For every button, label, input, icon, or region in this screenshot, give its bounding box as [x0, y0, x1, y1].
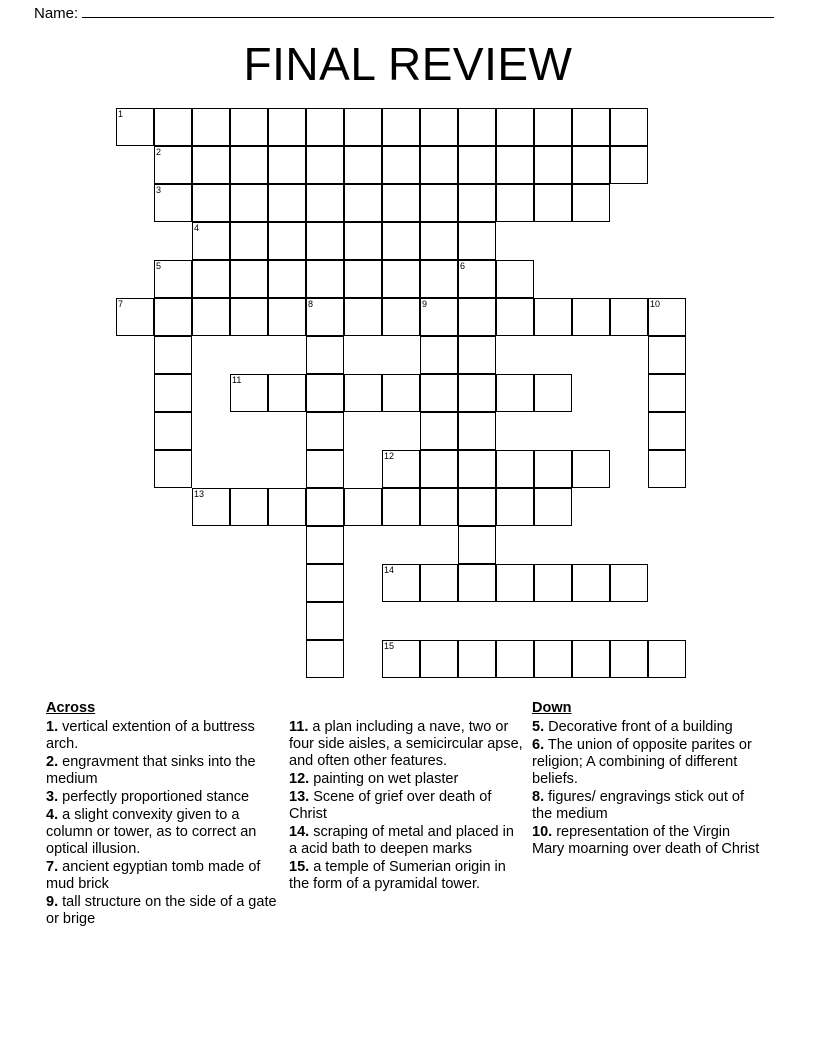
grid-cell[interactable] [344, 222, 382, 260]
grid-cell[interactable] [230, 146, 268, 184]
clue-number: 13. [289, 789, 310, 805]
grid-cell[interactable] [496, 640, 534, 678]
grid-cell[interactable] [306, 526, 344, 564]
grid-cell[interactable] [458, 526, 496, 564]
grid-cell[interactable] [458, 374, 496, 412]
grid-cell[interactable] [306, 450, 344, 488]
grid-cell[interactable] [268, 108, 306, 146]
grid-cell-number: 5 [156, 261, 162, 271]
name-label: Name: [34, 5, 79, 22]
grid-cell[interactable] [534, 146, 572, 184]
clue-across-4 [46, 807, 281, 858]
grid-cell[interactable] [610, 298, 648, 336]
grid-cell[interactable] [496, 450, 534, 488]
grid-cell[interactable] [382, 260, 420, 298]
grid-cell[interactable] [154, 450, 192, 488]
clue-number: 15. [289, 859, 310, 875]
grid-cell[interactable] [230, 374, 268, 412]
grid-cell[interactable] [154, 374, 192, 412]
grid-cell[interactable] [420, 412, 458, 450]
clue-text: a plan including a nave, two or four side aisles, a semicircular apse, and often other features. [289, 719, 523, 769]
grid-cell[interactable] [458, 488, 496, 526]
grid-cell-number: 6 [460, 261, 466, 271]
grid-cell[interactable] [230, 488, 268, 526]
clue-number: 1. [46, 719, 59, 735]
grid-cell[interactable] [382, 374, 420, 412]
grid-cell[interactable] [648, 374, 686, 412]
grid-cell[interactable] [306, 640, 344, 678]
grid-cell[interactable] [420, 146, 458, 184]
grid-cell[interactable] [648, 640, 686, 678]
across-heading: Across [46, 700, 96, 716]
grid-cell[interactable] [268, 146, 306, 184]
grid-cell[interactable] [268, 222, 306, 260]
clues-column-across-1 [46, 700, 289, 929]
clue-number: 7. [46, 859, 59, 875]
grid-cell[interactable] [534, 374, 572, 412]
grid-cell[interactable] [306, 412, 344, 450]
clue-text: figures/ engravings stick out of the medium [532, 789, 744, 822]
clue-across-2 [46, 754, 281, 788]
grid-cell[interactable] [458, 298, 496, 336]
grid-cell[interactable] [458, 640, 496, 678]
grid-cell[interactable] [230, 108, 268, 146]
grid-cell[interactable] [610, 564, 648, 602]
grid-cell[interactable] [268, 488, 306, 526]
grid-cell[interactable] [116, 108, 154, 146]
grid-cell[interactable] [534, 488, 572, 526]
grid-cell[interactable] [572, 450, 610, 488]
grid-cell[interactable] [382, 640, 420, 678]
grid-cell-number: 8 [308, 299, 314, 309]
grid-cell[interactable] [496, 184, 534, 222]
grid-cell[interactable] [496, 108, 534, 146]
grid-cell[interactable] [344, 108, 382, 146]
grid-cell-number: 9 [422, 299, 428, 309]
grid-cell[interactable] [534, 108, 572, 146]
grid-cell-number: 13 [194, 489, 205, 499]
clue-across-15 [289, 859, 524, 893]
grid-cell-number: 11 [232, 375, 242, 385]
grid-cell[interactable] [572, 298, 610, 336]
grid-cell[interactable] [306, 374, 344, 412]
clue-text: painting on wet plaster [313, 771, 459, 787]
clue-across-13 [289, 789, 524, 823]
grid-cell[interactable] [230, 222, 268, 260]
grid-cell[interactable] [420, 564, 458, 602]
grid-cell[interactable] [572, 564, 610, 602]
grid-cell[interactable] [496, 146, 534, 184]
grid-cell[interactable] [306, 488, 344, 526]
grid-cell[interactable] [420, 450, 458, 488]
grid-cell[interactable] [230, 184, 268, 222]
grid-cell[interactable] [648, 450, 686, 488]
grid-cell[interactable] [648, 412, 686, 450]
grid-cell[interactable] [382, 450, 420, 488]
grid-cell[interactable] [192, 222, 230, 260]
grid-cell[interactable] [648, 336, 686, 374]
clue-text: a temple of Sumerian origin in the form of a pyramidal tower. [289, 859, 506, 892]
clue-text: vertical extention of a buttress arch. [46, 719, 255, 752]
grid-cell[interactable] [154, 298, 192, 336]
grid-cell-number: 15 [384, 641, 395, 651]
grid-cell[interactable] [420, 184, 458, 222]
grid-cell[interactable] [306, 260, 344, 298]
grid-cell[interactable] [496, 488, 534, 526]
grid-cell[interactable] [306, 336, 344, 374]
grid-cell[interactable] [192, 146, 230, 184]
grid-cell[interactable] [420, 374, 458, 412]
grid-cell[interactable] [610, 640, 648, 678]
grid-cell[interactable] [306, 108, 344, 146]
clue-text: tall structure on the side of a gate or brige [46, 894, 277, 927]
grid-cell[interactable] [154, 412, 192, 450]
grid-cell-number: 3 [156, 185, 162, 195]
column-spacer [289, 700, 524, 719]
clue-text: Scene of grief over death of Christ [289, 789, 492, 822]
grid-cell[interactable] [572, 640, 610, 678]
grid-cell[interactable] [344, 146, 382, 184]
grid-cell[interactable] [420, 260, 458, 298]
clue-text: engravment that sinks into the medium [46, 754, 256, 787]
grid-cell-number: 7 [118, 299, 124, 309]
clue-text: scraping of metal and placed in a acid bath to deepen marks [289, 824, 514, 857]
clue-number: 4. [46, 807, 59, 823]
grid-cell[interactable] [230, 298, 268, 336]
grid-cell[interactable] [420, 298, 458, 336]
clue-across-1 [46, 719, 281, 753]
clue-across-11 [289, 719, 524, 770]
clue-down-6 [532, 737, 764, 788]
grid-cell-number: 1 [118, 109, 124, 119]
clue-number: 12. [289, 771, 310, 787]
clue-across-12 [289, 771, 524, 788]
grid-cell[interactable] [306, 602, 344, 640]
grid-cell[interactable] [496, 298, 534, 336]
grid-cell[interactable] [268, 374, 306, 412]
clue-number: 3. [46, 789, 59, 805]
clues-column-down [532, 700, 772, 929]
grid-cell-number: 14 [384, 565, 395, 575]
clue-number: 10. [532, 824, 553, 840]
grid-cell[interactable] [420, 488, 458, 526]
grid-cell[interactable] [458, 222, 496, 260]
grid-cell[interactable] [154, 260, 192, 298]
grid-cell[interactable] [572, 108, 610, 146]
grid-cell[interactable] [572, 146, 610, 184]
clues-section [46, 700, 776, 929]
clues-column-across-2 [289, 700, 532, 929]
grid-cell[interactable] [306, 184, 344, 222]
clue-down-10 [532, 824, 764, 858]
grid-cell[interactable] [268, 298, 306, 336]
grid-cell[interactable] [382, 564, 420, 602]
grid-cell[interactable] [496, 374, 534, 412]
grid-cell[interactable] [192, 260, 230, 298]
grid-cell[interactable] [496, 564, 534, 602]
clue-text: ancient egyptian tomb made of mud brick [46, 859, 261, 892]
grid-cell-number: 4 [194, 223, 200, 233]
grid-cell[interactable] [458, 336, 496, 374]
grid-cell[interactable] [306, 222, 344, 260]
grid-cell[interactable] [496, 260, 534, 298]
grid-cell[interactable] [420, 640, 458, 678]
clue-across-9 [46, 894, 281, 928]
grid-cell[interactable] [306, 564, 344, 602]
grid-cell[interactable] [116, 298, 154, 336]
clue-across-14 [289, 824, 524, 858]
clue-number: 6. [532, 737, 545, 753]
grid-cell-number: 10 [650, 299, 661, 309]
grid-cell[interactable] [458, 184, 496, 222]
clue-number: 2. [46, 754, 59, 770]
grid-cell[interactable] [648, 298, 686, 336]
grid-cell[interactable] [268, 184, 306, 222]
grid-cell[interactable] [420, 336, 458, 374]
grid-cell[interactable] [192, 184, 230, 222]
grid-cell[interactable] [344, 488, 382, 526]
page-title: FINAL REVIEW [243, 38, 573, 90]
grid-cell[interactable] [192, 298, 230, 336]
grid-cell[interactable] [610, 108, 648, 146]
grid-cell[interactable] [306, 146, 344, 184]
grid-cell[interactable] [344, 374, 382, 412]
grid-cell[interactable] [458, 564, 496, 602]
grid-cell[interactable] [344, 260, 382, 298]
grid-cell[interactable] [154, 146, 192, 184]
grid-cell[interactable] [344, 184, 382, 222]
clue-across-3 [46, 789, 281, 806]
clue-number: 9. [46, 894, 59, 910]
clue-text: perfectly proportioned stance [62, 789, 250, 805]
grid-cell[interactable] [534, 184, 572, 222]
grid-cell[interactable] [306, 298, 344, 336]
clue-text: The union of opposite parites or religion; A combining of different beliefs. [532, 737, 752, 787]
grid-cell[interactable] [154, 336, 192, 374]
grid-cell[interactable] [458, 260, 496, 298]
clue-number: 5. [532, 719, 545, 735]
grid-cell[interactable] [458, 146, 496, 184]
clue-across-7 [46, 859, 281, 893]
clue-number: 8. [532, 789, 545, 805]
grid-cell[interactable] [382, 108, 420, 146]
grid-cell[interactable] [534, 564, 572, 602]
grid-cell[interactable] [382, 222, 420, 260]
clue-number: 11. [289, 719, 309, 735]
clue-number: 14. [289, 824, 310, 840]
grid-cell[interactable] [534, 450, 572, 488]
grid-cell[interactable] [382, 184, 420, 222]
grid-cell[interactable] [420, 108, 458, 146]
grid-cell[interactable] [154, 184, 192, 222]
grid-cell[interactable] [382, 488, 420, 526]
grid-cell[interactable] [382, 298, 420, 336]
clue-text: a slight convexity given to a column or tower, as to correct an optical illusion. [46, 807, 257, 857]
clue-down-8 [532, 789, 764, 823]
grid-cell[interactable] [458, 412, 496, 450]
grid-cell[interactable] [154, 108, 192, 146]
grid-cell[interactable] [572, 184, 610, 222]
clue-down-5 [532, 719, 764, 736]
grid-cell[interactable] [192, 108, 230, 146]
clue-text: representation of the Virgin Mary moarning over death of Christ [532, 824, 760, 857]
grid-cell[interactable] [420, 222, 458, 260]
grid-cell[interactable] [534, 298, 572, 336]
grid-cell[interactable] [268, 260, 306, 298]
grid-cell[interactable] [458, 450, 496, 488]
grid-cell[interactable] [610, 146, 648, 184]
grid-cell[interactable] [534, 640, 572, 678]
grid-cell[interactable] [344, 298, 382, 336]
grid-cell[interactable] [192, 488, 230, 526]
grid-cell[interactable] [458, 108, 496, 146]
down-heading: Down [532, 700, 572, 716]
grid-cell-number: 12 [384, 451, 395, 461]
grid-cell[interactable] [230, 260, 268, 298]
grid-cell[interactable] [382, 146, 420, 184]
clue-text: Decorative front of a building [548, 719, 733, 735]
grid-cell-number: 2 [156, 147, 162, 157]
